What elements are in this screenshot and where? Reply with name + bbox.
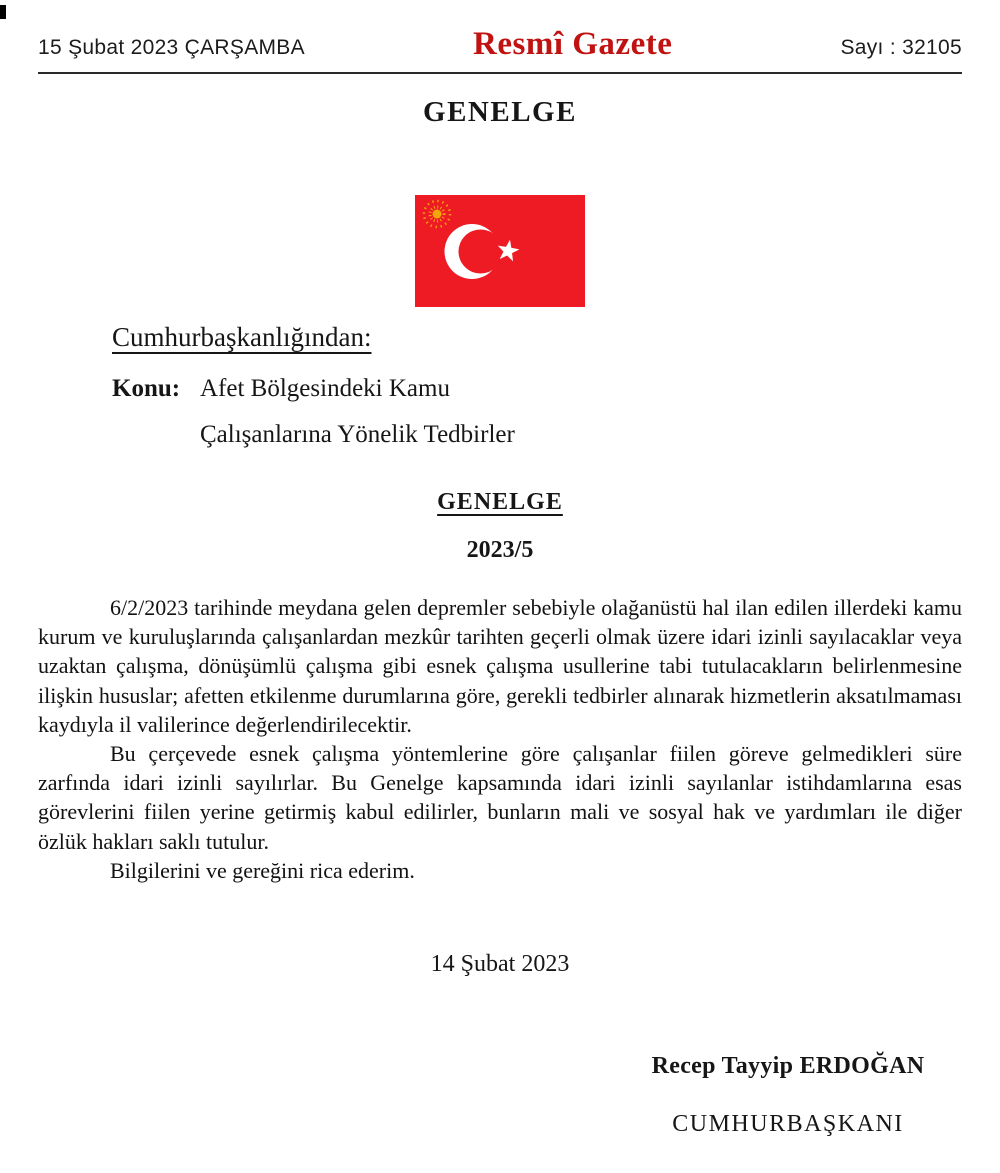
circular-number: 2023/5 xyxy=(466,537,534,563)
subject-text-line2: Çalışanlarına Yönelik Tedbirler xyxy=(200,421,515,448)
signatory-title: CUMHURBAŞKANI xyxy=(672,1111,904,1137)
circular-heading-text: GENELGE xyxy=(437,489,563,515)
flag-image xyxy=(415,195,585,307)
scan-artifact-mark xyxy=(0,5,6,19)
subject-label: Konu: xyxy=(112,375,181,402)
closing-line: Bilgilerini ve gereğini rica ederim. xyxy=(110,857,415,883)
subject-text-line1: Afet Bölgesindeki Kamu xyxy=(200,375,450,402)
body-text xyxy=(38,593,962,885)
signatory-name: Recep Tayyip ERDOĞAN xyxy=(651,1053,925,1079)
gazette-date: 15 Şubat 2023 ÇARŞAMBA xyxy=(38,36,305,59)
turkish-presidential-flag xyxy=(38,195,962,307)
body-paragraph-1: 6/2/2023 tarihinde meydana gelen depremler sebebiyle olağanüstü hal ilan edilen illerdeki kamu kurum ve kuruluşlarında çalışanlardan mezkûr tarihten geçerli olmak üzere idari izinli sayılacaklar veya uzaktan çalışma, dönüşümlü çalışma gibi esnek çalışma usullerine tabi tutulacakların belirlenmesine ilişkin hususlar; afetten etkilenme durumlarına göre, gerekli tedbirler alınarak hizmetlerin aksatılmaması kaydıyla il valilerince değerlendirilecektir. xyxy=(38,595,962,737)
issuing-authority-line: Cumhurbaşkanlığından: xyxy=(112,322,372,352)
gazette-header xyxy=(38,0,962,74)
gazette-masthead: Resmî Gazete xyxy=(473,26,673,62)
subject-row xyxy=(112,375,962,403)
signature-date: 14 Şubat 2023 xyxy=(430,951,570,978)
document-type-heading: GENELGE xyxy=(423,96,577,128)
signature-block xyxy=(643,1053,933,1138)
body-paragraph-2: Bu çerçevede esnek çalışma yöntemlerine göre çalışanlar fiilen göreve gelmedikleri süre zarfında idari izinli sayılırlar. Bu Genelge kapsamında idari izinli sayılanlar istihdamlarına esas görevlerini fiilen yerine getirmiş kabul edilirler, bunların mali ve sosyal hak ve yardımları ile diğer özlük hakları saklı tutulur. xyxy=(38,741,962,854)
gazette-issue-number: Sayı : 32105 xyxy=(840,36,962,59)
circular-heading xyxy=(38,489,962,516)
